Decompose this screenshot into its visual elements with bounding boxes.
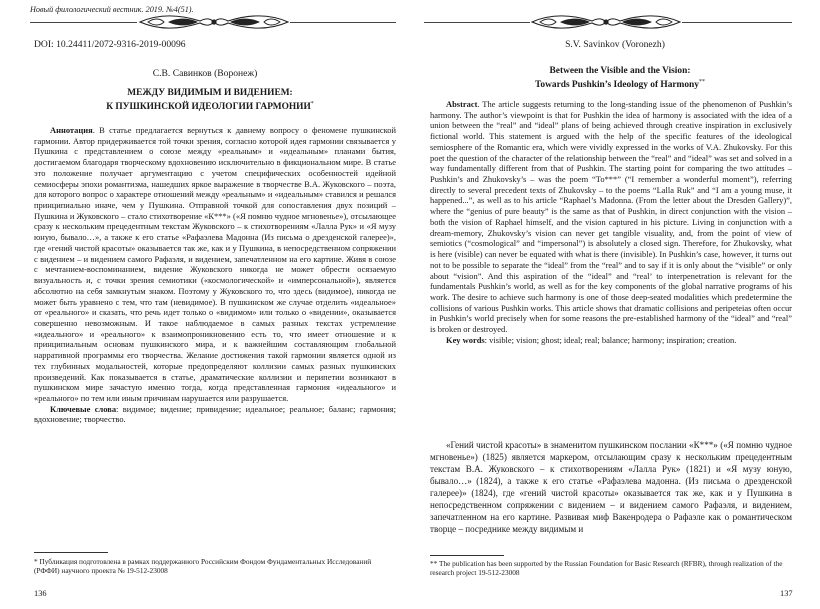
body-paragraph: «Гений чистой красоты» в знаменитом пушкинском послании «К***» («Я помню чудное мгновенье») (1825) является маркером, отсылающим сразу к нескольким прецедентным текстам В.А. Жуковского – к стихотворениям «Лалла Рук» (1821) и «Я музу юную, бывало…» (1824), а также к его статье «Рафаэлева мадонна. (Из письма о дрезденской галерее)» (1824), где «гений чистой красоты» оказывается так же, как и у Пушкина в непосредственном сопряжении с видением – и видением самого Рафаэля, и видением, запечатленном на его картине. Развивая миф Вакенродера о Рафаэле как о романтическом творце – посреднике между видимым и bbox=[430, 440, 792, 534]
ornament-divider bbox=[138, 12, 290, 32]
page-number: 136 bbox=[34, 589, 47, 598]
keywords-paragraph: Ключевые слова: видимое; видение; привидение; идеальное; реальное; баланс; гармония; вдохновение; творчество. bbox=[34, 403, 396, 425]
title-line-1: Between the Visible and the Vision: bbox=[549, 66, 691, 76]
article-body bbox=[430, 439, 792, 535]
author-name: S.V. Savinkov (Voronezh) bbox=[565, 39, 665, 50]
page-number: 137 bbox=[780, 589, 793, 598]
footnote: ** The publication has been supported by the Russian Foundation for Basic Research (RFBR), through realization of the research project 19-512-23008 bbox=[430, 559, 783, 578]
right-page bbox=[410, 0, 820, 609]
ornament-divider bbox=[530, 12, 682, 32]
title-line-1: МЕЖДУ ВИДИМЫМ И ВИДЕНИЕМ: bbox=[127, 88, 293, 98]
abstract-block bbox=[430, 99, 792, 346]
abstract-label: Abstract bbox=[446, 99, 478, 109]
title-line-2: К ПУШКИНСКОЙ ИДЕОЛОГИИ ГАРМОНИИ* bbox=[106, 101, 314, 113]
author-name: С.В. Савинков (Воронеж) bbox=[152, 68, 258, 79]
footnote-rule bbox=[34, 552, 108, 553]
article-title bbox=[20, 88, 400, 114]
title-footnote-mark: ** bbox=[698, 79, 705, 86]
footnote: * Публикация подготовлена в рамках поддержанного Российским Фондом Фундаментальных Исследований (РФФИ) научного проекта № 19-512-23008 bbox=[34, 557, 372, 576]
keywords-label: Ключевые слова bbox=[50, 403, 117, 414]
abstract-label: Аннотация bbox=[50, 125, 93, 135]
abstract-paragraph: Abstract. The article suggests returning to the long-standing issue of the phenomenon of Pushkin’s harmony. The author’s viewpoint is that for Pushkin the idea of harmony is associated with the idea of a union between the “real” and “ideal” plans of being achieved through creative inspiration in exclusively fictional world. This statement is argued with the help of the specific features of the ideological semiosphere of the Romantic era, which were vividly expressed in the works of V.A. Zhukovsky. For this poet the question of the character of the relationship between the “real” and “ideal” was set and solved in a way fundamentally different from that of Pushkin. The starting point for comparing the two attitudes – Pushkin’s and Zhukovsky’s – was the poem “To***” (“I remember a wonderful moment”), referring directly to several precedent texts of Zhukovsky – to the poems “Lalla Ruk” and “I am a young muse, it happened...”, as well as to his article “Raphael’s Madonna. (From the letter about the Dresden Gallery)”, where the “genius of pure beauty” is the same as that of Pushkin, in direct conjunction with the vision – both the vision of Raphael himself, and the vision captured in his picture. Living in conjunction with a dream-memory, Zhukovsky’s vision can never get tangible visuality, and, from the point of view of semiotics (“cosmological” and “impersonal”) is absolutely a closed sign. Therefore, for Zhukovsky, what is here (visible) can never be equated with what is there (invisible). In Pushkin’s case, however, it turns out not to be possible to separate the “ideal” from the “real” and to say if it is only about the “visible” or only about “vision”. And this aspiration of the “ideal” and “real’ to interpenetration is relevant for the fundamentals Pushkin’s world, as well as for the key components of the global narrative programs of his work. The desire to achieve such harmony is one of those deep-seated modalities which predetermine the collisions of various Pushkin works. This article shows that dramatic collisions and peripeteias often occur in Pushkin’s world precisely when for some reasons the pre-established harmony of the “ideal” and “real” is broken or destroyed. bbox=[430, 99, 792, 335]
keywords-paragraph: Key words: visible; vision; ghost; ideal; real; balance; harmony; inspiration; creation. bbox=[446, 334, 737, 345]
abstract-block bbox=[34, 125, 396, 425]
title-footnote-mark: * bbox=[310, 101, 314, 108]
doi: DOI: 10.24411/2072-9316-2019-00096 bbox=[34, 39, 186, 50]
header-rule-left bbox=[424, 22, 530, 23]
running-head: Новый филологический вестник. 2019. №4(51). bbox=[30, 5, 194, 14]
header-rule-right bbox=[290, 22, 396, 23]
keywords-label: Key words bbox=[446, 334, 485, 345]
header-rule-right bbox=[682, 22, 792, 23]
abstract-paragraph: Аннотация. В статье предлагается вернуться к давнему вопросу о феномене пушкинской гармонии. Автор придерживается той точки зрения, согласно которой идея гармонии связывается у Пушкина с представлением о союзе между «реальным» и «идеальным» планами бытия, достигаемом благодаря творческому вдохновению исключительно в фикциональном мире. В статье это положение получает аргументацию с учетом специфических особенностей идейной семиосферы эпохи романтизма, нашедших яркое выражение в творчестве В.А. Жуковского – поэта, для которого вопрос о характере отношений между «реальным» и «идеальным» ставился и решался принципиально иначе, чем у Пушкина. Отправной точкой для сопоставления двух позиций – Пушкина и Жуковского – стало стихотворение «К***» («Я помню чудное мгновенье»), отсылающее сразу к нескольким прецедентным текстам Жуковского – к стихотворениям «Лалла Рук» и «Я музу юную, бывало…», а также к его статье «Рафаэлева Мадонна (Из письма о дрезденской галерее)», где «гений чистой красоты» оказывается так же, как и у Пушкина, в непосредственном сопряжении с видением – и видением самого Рафаэля, и видением, запечатленном на его картине. Живя в союзе с мечтанием-воспоминанием, видение Жуковского никогда не может обрести осязаемую визуальность и, с точки зрения семиотики («космологической» и «имперсональной»), является абсолютно на себя замкнутым знаком. Поэтому у Жуковского то, что здесь (видимое), никогда не может быть уравнено с тем, что там (невидимое). В пушкинском же случае отделить «идеальное» от «реального» и сказать, что речь идет только о «видимом» или только о «видении», оказывается совершенно невозможным. И такое наблюдаемое в самых разных текстах устремление «идеального» и «реального» к взаимопроникновению есть то, что имеет отношение и к принципиальным основам пушкинского мира, и к важнейшим составляющим глобальной нарративной программы его творчества. Желание достижения такой гармонии является одной из тех глубинных модальностей, которые предопределяют коллизии самых разных пушкинских произведений. Как показывается в статье, драматические коллизии и перипетии возникают в пушкинском мире зачастую именно тогда, когда представленная гармония «идеального» и «реального» по тем или иным причинам нарушается или разрушается. bbox=[34, 125, 396, 403]
footnote-rule bbox=[430, 555, 504, 556]
header-rule-left bbox=[30, 22, 137, 23]
article-title bbox=[430, 66, 810, 92]
title-line-2: Towards Pushkin’s Ideology of Harmony** bbox=[535, 79, 705, 91]
